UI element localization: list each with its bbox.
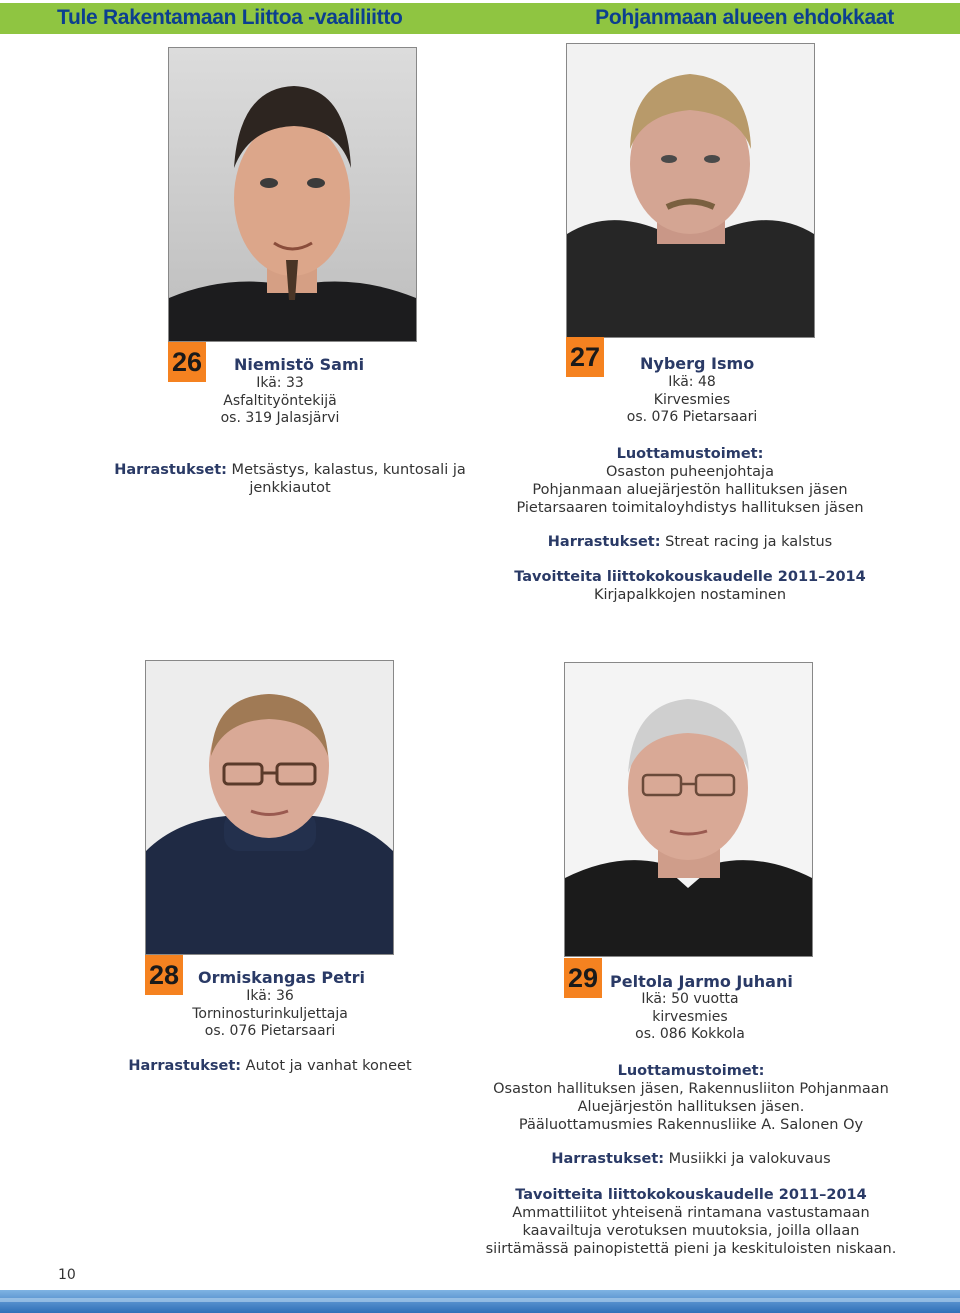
candidate-27-trust-line: Osaston puheenjohtaja xyxy=(606,464,774,480)
candidate-29-number: 29 xyxy=(564,958,602,998)
candidate-29-details xyxy=(605,991,775,1044)
candidate-29-trust-line: Osaston hallituksen jäsen, Rakennusliiton Pohjanmaan xyxy=(493,1081,889,1097)
candidate-26-branch: os. 319 Jalasjärvi xyxy=(220,410,340,426)
candidate-27-trust-line: Pohjanmaan aluejärjestön hallituksen jäsen xyxy=(532,482,848,498)
header-left-title: Tule Rakentamaan Liittoa -vaaliliitto xyxy=(57,6,403,29)
candidate-29-name: Peltola Jarmo Juhani xyxy=(610,972,793,991)
candidate-27-number: 27 xyxy=(566,337,604,377)
candidate-26-hobbies-text: Metsästys, kalastus, kuntosali ja xyxy=(226,462,466,478)
candidate-27-trust xyxy=(490,445,890,517)
candidate-29-trust-label: Luottamustoimet: xyxy=(617,1063,765,1079)
candidate-26-details xyxy=(195,375,365,428)
candidate-27-goals-line: Kirjapalkkojen nostaminen xyxy=(593,587,787,603)
candidate-27-goals xyxy=(490,568,890,604)
candidate-27-trust-label: Luottamustoimet: xyxy=(616,446,764,462)
candidate-29-goals-line: kaavailtuja verotuksen muutoksia, joilla ollaan xyxy=(522,1223,860,1239)
candidate-29-branch: os. 086 Kokkola xyxy=(635,1026,745,1042)
candidate-29-trust xyxy=(471,1062,911,1134)
candidate-26-age: Ikä: 33 xyxy=(256,375,304,391)
candidate-27-goals-label: Tavoitteita liittokokouskaudelle 2011–2014 xyxy=(514,569,866,585)
candidate-26-hobbies xyxy=(110,461,470,497)
candidate-27-hobbies xyxy=(490,533,890,551)
candidate-28-age: Ikä: 36 xyxy=(246,988,294,1004)
candidate-29-hobbies xyxy=(471,1150,911,1168)
candidate-27-age: Ikä: 48 xyxy=(668,374,716,390)
candidate-29-hobbies-text: Musiikki ja valokuvaus xyxy=(664,1151,831,1167)
candidate-26-photo xyxy=(168,47,417,342)
candidate-26-hobbies-label: Harrastukset: xyxy=(114,462,227,478)
candidate-27-branch: os. 076 Pietarsaari xyxy=(626,409,758,425)
candidate-29-trust-line: Pääluottamusmies Rakennusliike A. Salonen Oy xyxy=(518,1117,864,1133)
candidate-29-profession: kirvesmies xyxy=(652,1008,728,1025)
candidate-28-name: Ormiskangas Petri xyxy=(198,968,365,987)
page-number: 10 xyxy=(58,1267,76,1283)
candidate-28-branch: os. 076 Pietarsaari xyxy=(204,1023,336,1039)
candidate-29-photo xyxy=(564,662,813,957)
candidate-26-name: Niemistö Sami xyxy=(234,355,365,374)
candidate-27-profession: Kirvesmies xyxy=(653,391,731,408)
candidate-26-hobbies-text-2: jenkkiautot xyxy=(249,480,331,496)
candidate-27-hobbies-text: Streat racing ja kalstus xyxy=(660,534,833,550)
candidate-29-goals-label: Tavoitteita liittokokouskaudelle 2011–2014 xyxy=(515,1187,867,1203)
header-right-title: Pohjanmaan alueen ehdokkaat xyxy=(595,6,894,29)
candidate-29-goals-line: Ammattiliitot yhteisenä rintamana vastustamaan xyxy=(512,1205,870,1221)
candidate-28-details xyxy=(170,988,370,1041)
footer-band xyxy=(0,1290,960,1313)
candidate-29-trust-line: Aluejärjestön hallituksen jäsen. xyxy=(577,1099,805,1115)
candidate-29-age: Ikä: 50 vuotta xyxy=(641,991,739,1007)
candidate-29-hobbies-label: Harrastukset: xyxy=(551,1151,665,1167)
candidate-28-hobbies-label: Harrastukset: xyxy=(128,1058,242,1074)
candidate-29-goals xyxy=(471,1186,911,1258)
candidate-28-number: 28 xyxy=(145,955,183,995)
candidate-27-photo xyxy=(566,43,815,338)
footer-stripe xyxy=(0,1298,960,1302)
candidate-28-hobbies xyxy=(100,1057,440,1075)
candidate-27-trust-line: Pietarsaaren toimitaloyhdistys hallituksen jäsen xyxy=(516,500,864,516)
candidate-27-hobbies-label: Harrastukset: xyxy=(547,534,661,550)
header-banner xyxy=(0,3,960,34)
candidate-27-details xyxy=(607,374,777,427)
candidate-26-number: 26 xyxy=(168,342,206,382)
candidate-29-goals-line: siirtämässä painopistettä pieni ja keskituloisten niskaan. xyxy=(485,1241,897,1257)
candidate-27-name: Nyberg Ismo xyxy=(640,354,755,373)
candidate-28-photo xyxy=(145,660,394,955)
candidate-28-profession: Torninosturinkuljettaja xyxy=(192,1005,348,1022)
candidate-26-profession: Asfaltityöntekijä xyxy=(223,392,337,409)
candidate-28-hobbies-text: Autot ja vanhat koneet xyxy=(241,1058,412,1074)
